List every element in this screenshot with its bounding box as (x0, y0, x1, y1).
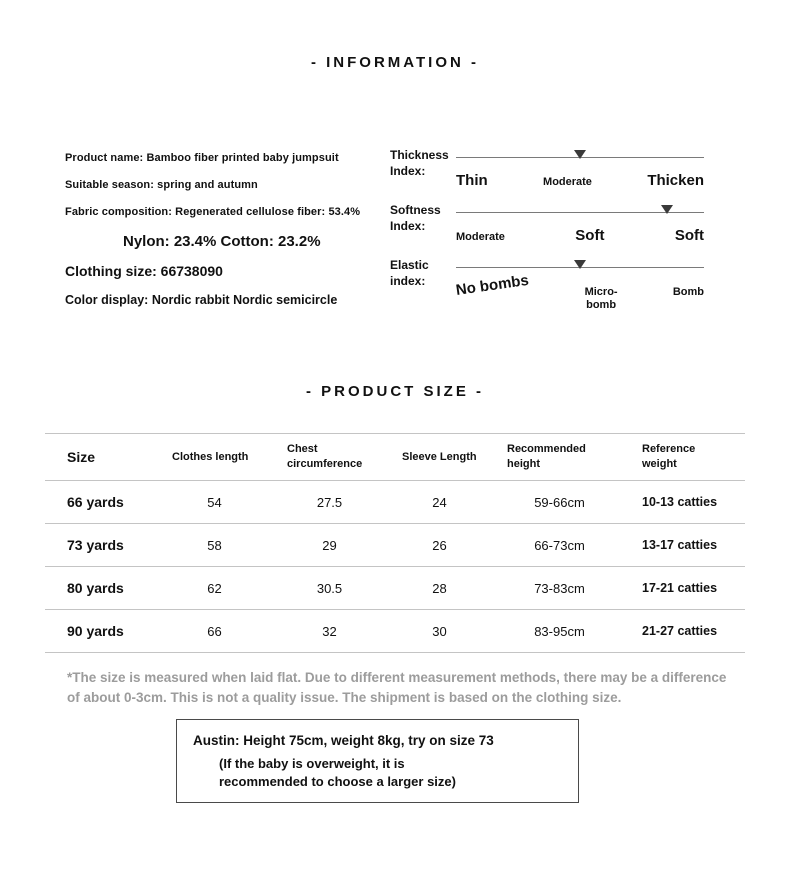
softness-slider (456, 203, 704, 244)
clothing-size-line: Clothing size: 66738090 (65, 263, 223, 279)
header-chest-circumference (272, 442, 387, 472)
product-name-line: Product name: Bamboo fiber printed baby jumpsuit (65, 152, 339, 164)
cell-sleeve: 30 (432, 623, 447, 639)
slider-marker-triangle-icon (661, 205, 673, 214)
size-table-header-row (45, 434, 745, 481)
cell-size: 66 yards (67, 494, 124, 510)
cell-sleeve: 28 (432, 580, 447, 596)
cell-sleeve: 24 (432, 494, 447, 510)
table-row (45, 524, 745, 567)
thickness-option-high: Thicken (647, 172, 704, 189)
composition-detail-line: Nylon: 23.4% Cotton: 23.2% (123, 233, 321, 250)
thickness-option-low: Thin (456, 172, 488, 189)
elastic-option-mid: Micro-bomb (584, 286, 618, 312)
softness-option-mid: Soft (575, 227, 605, 244)
header-recommended-height-label: Recommended height (507, 443, 586, 470)
elastic-slider (456, 258, 704, 312)
cell-weight: 13-17 catties (642, 538, 718, 552)
cell-chest: 27.5 (316, 494, 343, 510)
size-table (45, 433, 745, 653)
header-size: Size (67, 448, 96, 465)
cell-sleeve: 26 (432, 537, 447, 553)
header-clothes-length (157, 450, 272, 465)
cell-height: 66-73cm (534, 537, 585, 553)
softness-index-label: Softness Index: (390, 203, 441, 233)
cell-height: 59-66cm (534, 494, 585, 510)
fabric-composition-line: Fabric composition: Regenerated cellulose fiber: 53.4% (65, 206, 361, 218)
slider-marker-triangle-icon (574, 150, 586, 159)
size-up-recommendation-line: (If the baby is overweight, it is recommended to choose a larger size) (219, 756, 456, 789)
softness-option-high: Soft (674, 227, 704, 244)
header-chest-circumference-label: Chest circumference (287, 443, 363, 470)
cell-weight: 21-27 catties (642, 624, 718, 638)
elastic-index-row (390, 258, 704, 312)
table-row (45, 567, 745, 610)
thickness-index-row (390, 148, 704, 189)
cell-clothes-length: 62 (207, 580, 222, 596)
cell-clothes-length: 54 (207, 494, 222, 510)
cell-size: 90 yards (67, 623, 124, 639)
thickness-slider (456, 148, 704, 189)
measurement-footnote: *The size is measured when laid flat. Due to different measurement methods, there may be a difference of about 0-3cm. This is not a quality issue. The shipment is based on the clothing size. (67, 670, 727, 705)
product-size-section-title: - PRODUCT SIZE - (306, 383, 484, 400)
header-reference-weight (627, 442, 745, 472)
cell-clothes-length: 58 (207, 537, 222, 553)
cell-chest: 32 (322, 623, 337, 639)
header-sleeve-length (387, 450, 492, 465)
cell-height: 73-83cm (534, 580, 585, 596)
table-row (45, 610, 745, 653)
header-reference-weight-label: Reference weight (642, 443, 696, 470)
table-row (45, 481, 745, 524)
header-sleeve-length-label: Sleeve Length (402, 450, 477, 463)
product-info-block (65, 152, 405, 307)
model-try-on-note-box (176, 719, 579, 803)
color-display-line: Color display: Nordic rabbit Nordic semicircle (65, 293, 338, 307)
thickness-index-label: Thickness Index: (390, 148, 449, 178)
softness-index-row (390, 203, 704, 244)
softness-option-low: Moderate (456, 231, 505, 243)
cell-size: 73 yards (67, 537, 124, 553)
try-on-note-line: Austin: Height 75cm, weight 8kg, try on size 73 (193, 733, 494, 748)
header-clothes-length-label: Clothes length (172, 450, 249, 463)
cell-chest: 30.5 (316, 580, 343, 596)
thickness-option-mid: Moderate (543, 176, 592, 188)
cell-height: 83-95cm (534, 623, 585, 639)
cell-weight: 10-13 catties (642, 495, 718, 509)
slider-marker-triangle-icon (574, 260, 586, 269)
elastic-option-high: Bomb (672, 286, 704, 298)
cell-size: 80 yards (67, 580, 124, 596)
cell-clothes-length: 66 (207, 623, 222, 639)
suitable-season-line: Suitable season: spring and autumn (65, 179, 258, 191)
cell-chest: 29 (322, 537, 337, 553)
header-recommended-height (492, 442, 627, 472)
cell-weight: 17-21 catties (642, 581, 718, 595)
information-section-title: - INFORMATION - (310, 54, 480, 71)
elastic-option-low: No bombs (454, 271, 530, 299)
index-scales-block (390, 148, 704, 326)
elastic-index-label: Elastic index: (390, 258, 429, 288)
